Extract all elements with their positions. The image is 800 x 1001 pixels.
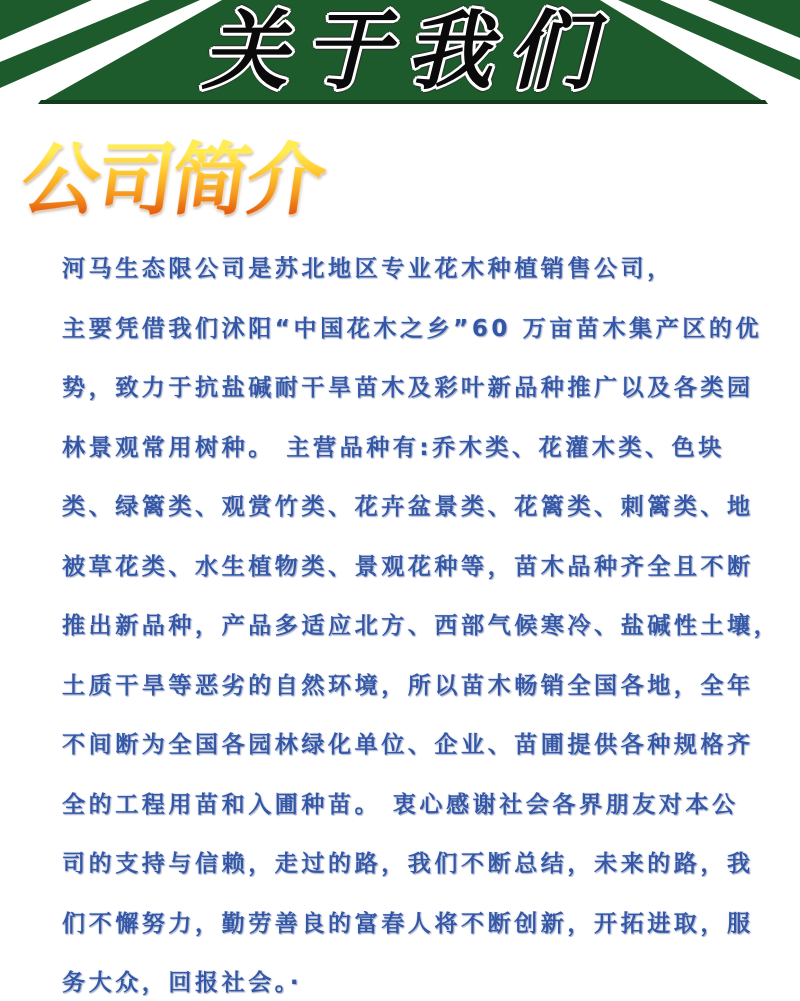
body-text-line: 类、绿篱类、观赏竹类、花卉盆景类、花篱类、刺篱类、地 xyxy=(62,494,754,520)
body-text-line: 务大众，回报社会。· xyxy=(62,970,303,996)
body-text-line: 势，致力于抗盐碱耐干旱苗木及彩叶新品种推广以及各类园 xyxy=(62,375,754,401)
body-text-line: 推出新品种，产品多适应北方、西部气候寒冷、盐碱性土壤， xyxy=(62,613,781,639)
body-text-line: 全的工程用苗和入圃种苗。 衷心感谢社会各界朋友对本公 xyxy=(62,791,739,818)
body-text-line: 河马生态限公司是苏北地区专业花木种植销售公司， xyxy=(62,256,674,282)
body-text-line: 司的支持与信赖，走过的路，我们不断总结，未来的路，我 xyxy=(62,851,754,877)
body-text-line: 不间断为全国各园林绿化单位、企业、苗圃提供各种规格齐 xyxy=(62,732,754,758)
body-text-line: 被草花类、水生植物类、景观花种等，苗木品种齐全且不断 xyxy=(62,553,754,580)
body-text-line: 土质干旱等恶劣的自然环境，所以苗木畅销全国各地，全年 xyxy=(62,672,754,699)
body-text-line: 林景观常用树种。 主营品种有:乔木类、花灌木类、色块 xyxy=(62,434,725,461)
body-text-line: 们不懈努力，勤劳善良的富春人将不断创新，开拓进取，服 xyxy=(62,910,754,937)
company-intro-text xyxy=(62,256,798,996)
body-text-line: 主要凭借我们沭阳“中国花木之乡”60 万亩苗木集产区的优 xyxy=(62,315,763,342)
title-banner xyxy=(0,0,800,104)
section-heading: 公司简介 xyxy=(16,136,339,226)
page-title: 关于我们 xyxy=(196,2,630,102)
